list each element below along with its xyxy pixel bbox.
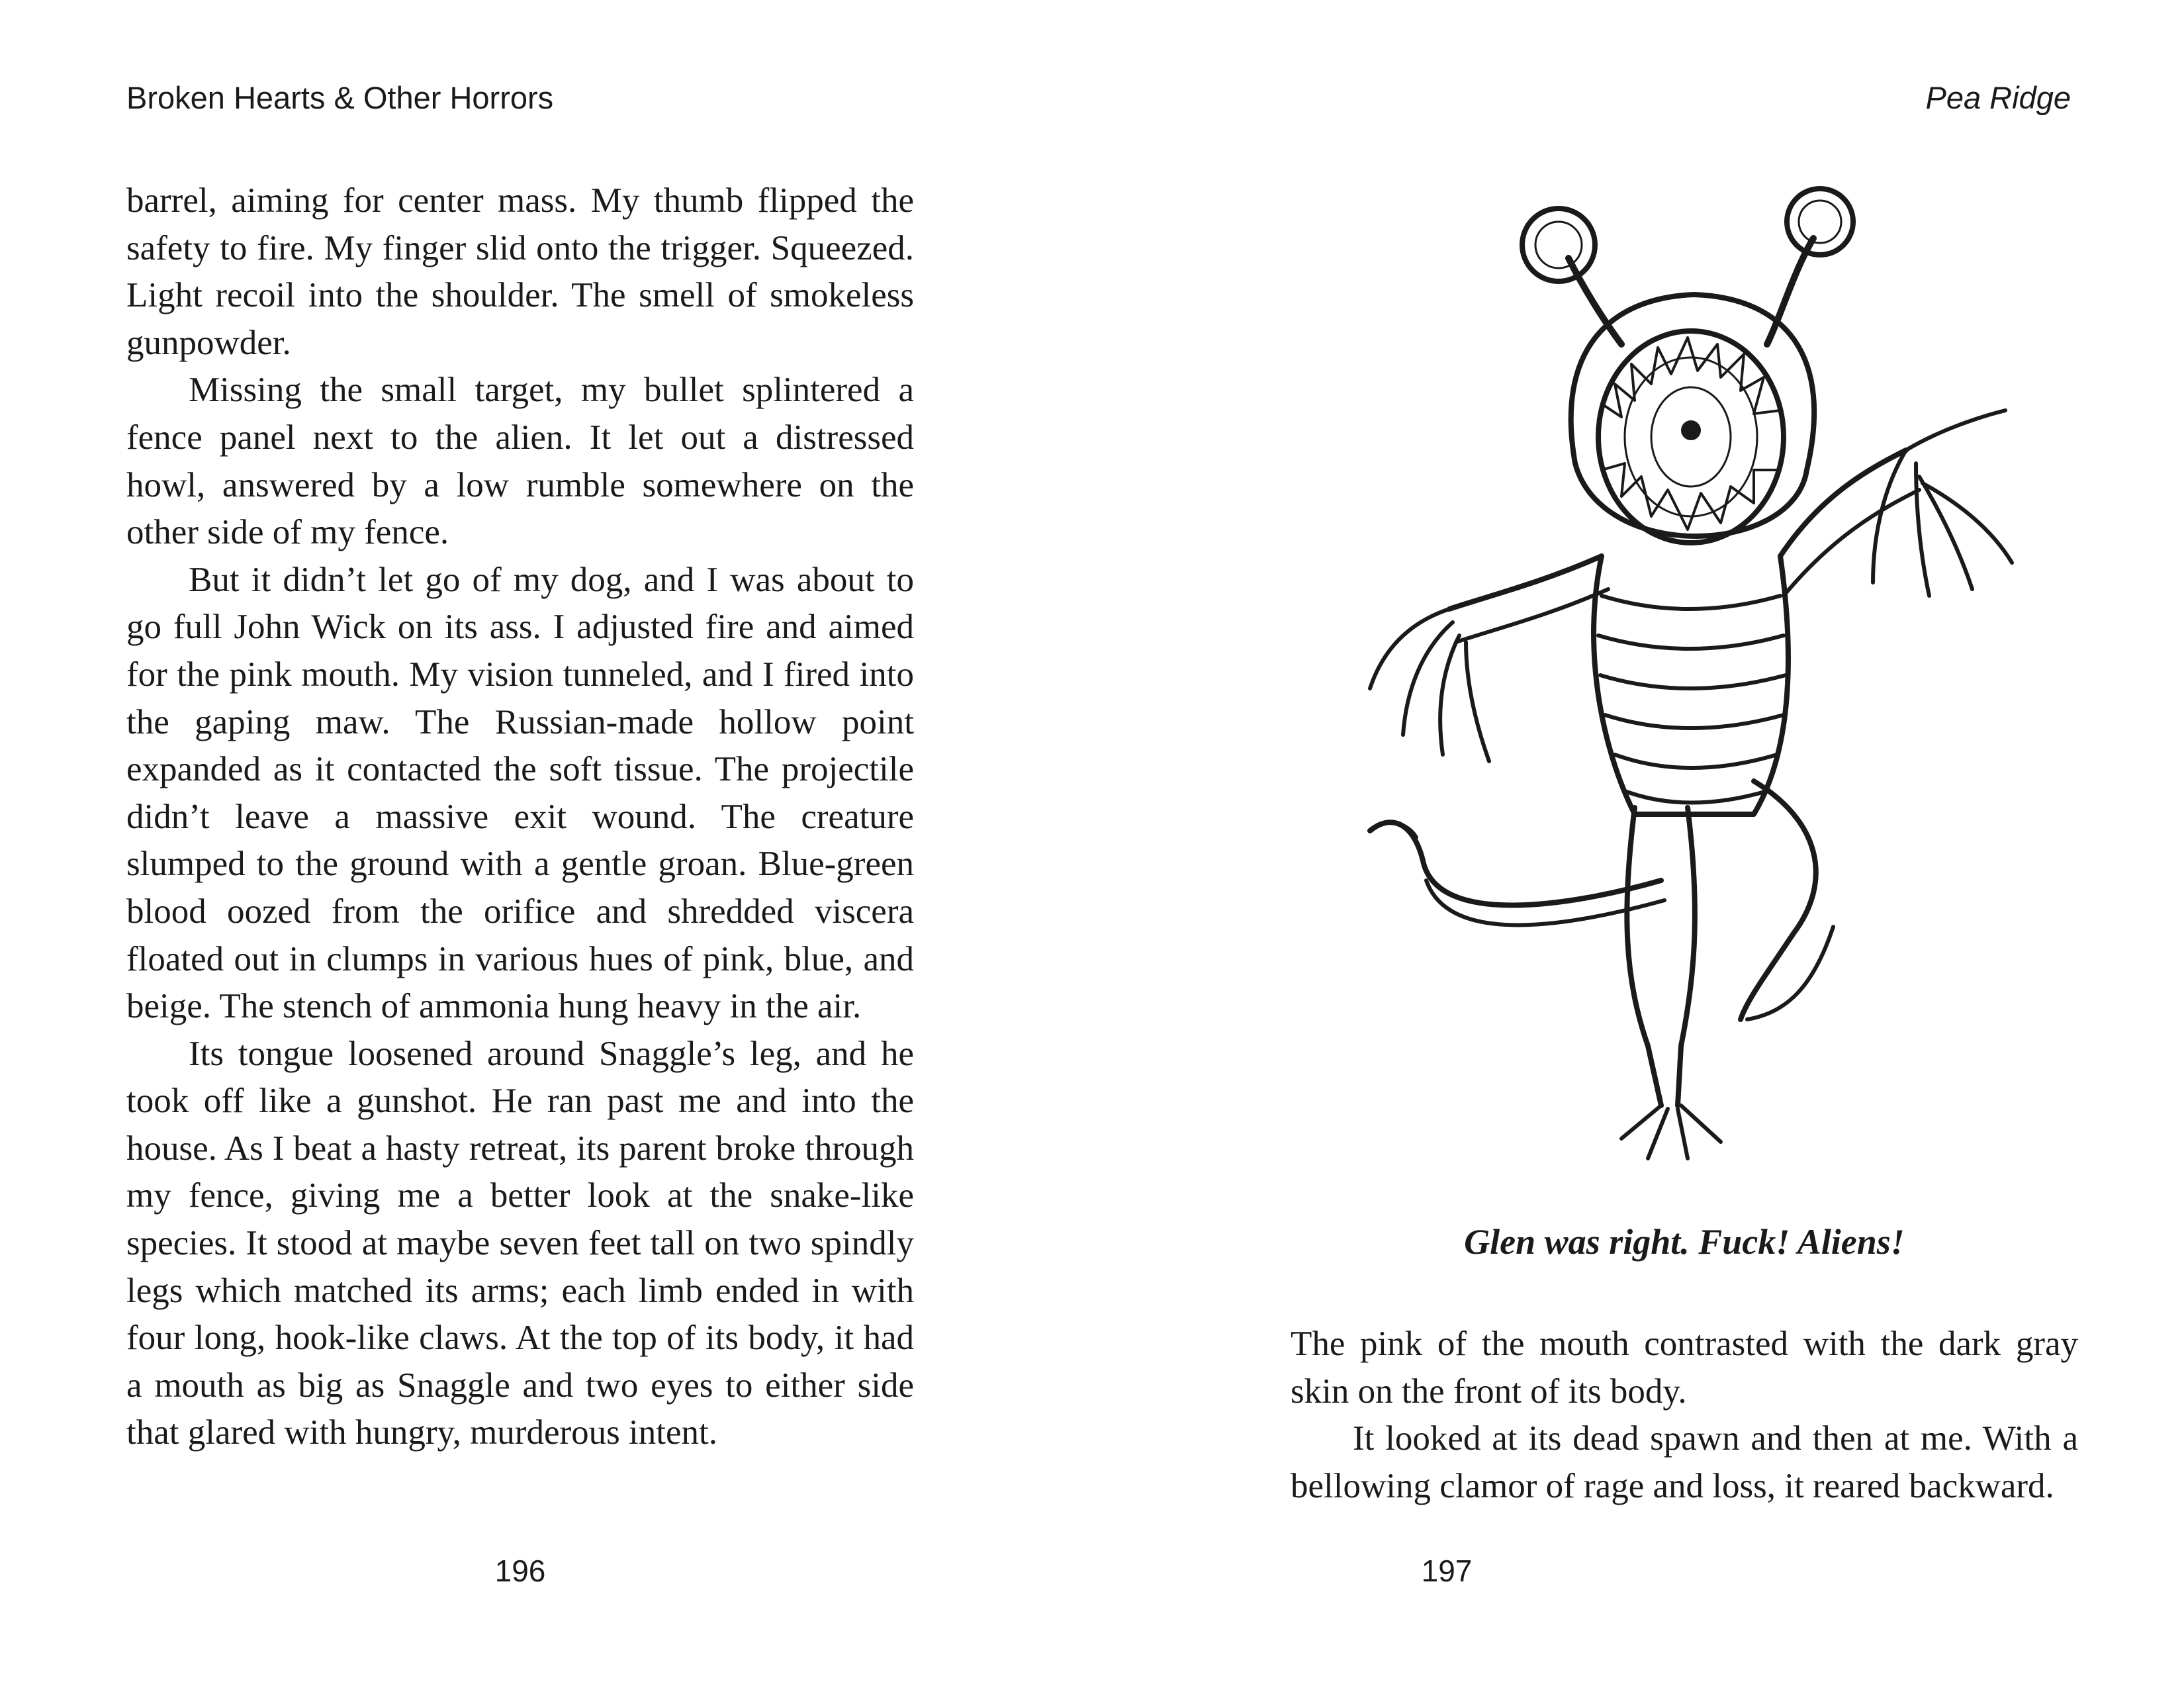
alien-creature-drawing <box>1291 185 2078 1195</box>
paragraph: It looked at its dead spawn and then at me. With a bellowing clamor of rage and loss, it reared backward. <box>1291 1419 2078 1505</box>
page-number: 197 <box>1421 1554 1473 1588</box>
right-page <box>1092 0 2184 1688</box>
paragraph: Missing the small target, my bullet splintered a fence panel next to the alien. It let out a distressed howl, answered by a low rumble somewhere on the other side of my fence. <box>126 371 914 552</box>
page-number: 196 <box>494 1554 546 1588</box>
paragraph: barrel, aiming for center mass. My thumb flipped the safety to fire. My finger slid onto the trigger. Squeezed. Light recoil into the shoulder. The smell of smokeless gunpowder. <box>126 181 914 362</box>
right-page-body <box>1291 1321 2078 1510</box>
paragraph: But it didn’t let go of my dog, and I was about to go full John Wick on its ass. I adjusted fire and aimed for the pink mouth. My vision tunneled, and I fired into the gaping maw. The Russian-made hollow point expanded as it contacted the soft tissue. The projectile didn’t leave a massive exit wound. The creature slumped to the ground with a gentle groan. Blue-green blood oozed from the orifice and shredded viscera floated out in clumps in various hues of pink, blue, and beige. The stench of ammonia hung heavy in the air. <box>126 560 914 1026</box>
running-head-chapter-title: Pea Ridge <box>1925 80 2071 115</box>
illustration-caption: Glen was right. Fuck! Aliens! <box>1464 1222 1905 1262</box>
paragraph: Its tongue loosened around Snaggle’s leg, and he took off like a gunshot. He ran past me and into the house. As I beat a hasty retreat, its parent broke through my fence, giving me a better look at the snake-like species. It stood at maybe seven feet tall on two spindly legs which matched its arms; each limb ended in with four long, hook-like claws. At the top of its body, it had a mouth as big as Snaggle and two eyes to either side that glared with hungry, murderous intent. <box>126 1034 914 1452</box>
running-head-book-title: Broken Hearts & Other Horrors <box>126 80 554 115</box>
alien-creature-illustration <box>1291 185 2078 1195</box>
left-page-body <box>126 177 914 1457</box>
paragraph: The pink of the mouth contrasted with the dark gray skin on the front of its body. <box>1291 1325 2078 1411</box>
